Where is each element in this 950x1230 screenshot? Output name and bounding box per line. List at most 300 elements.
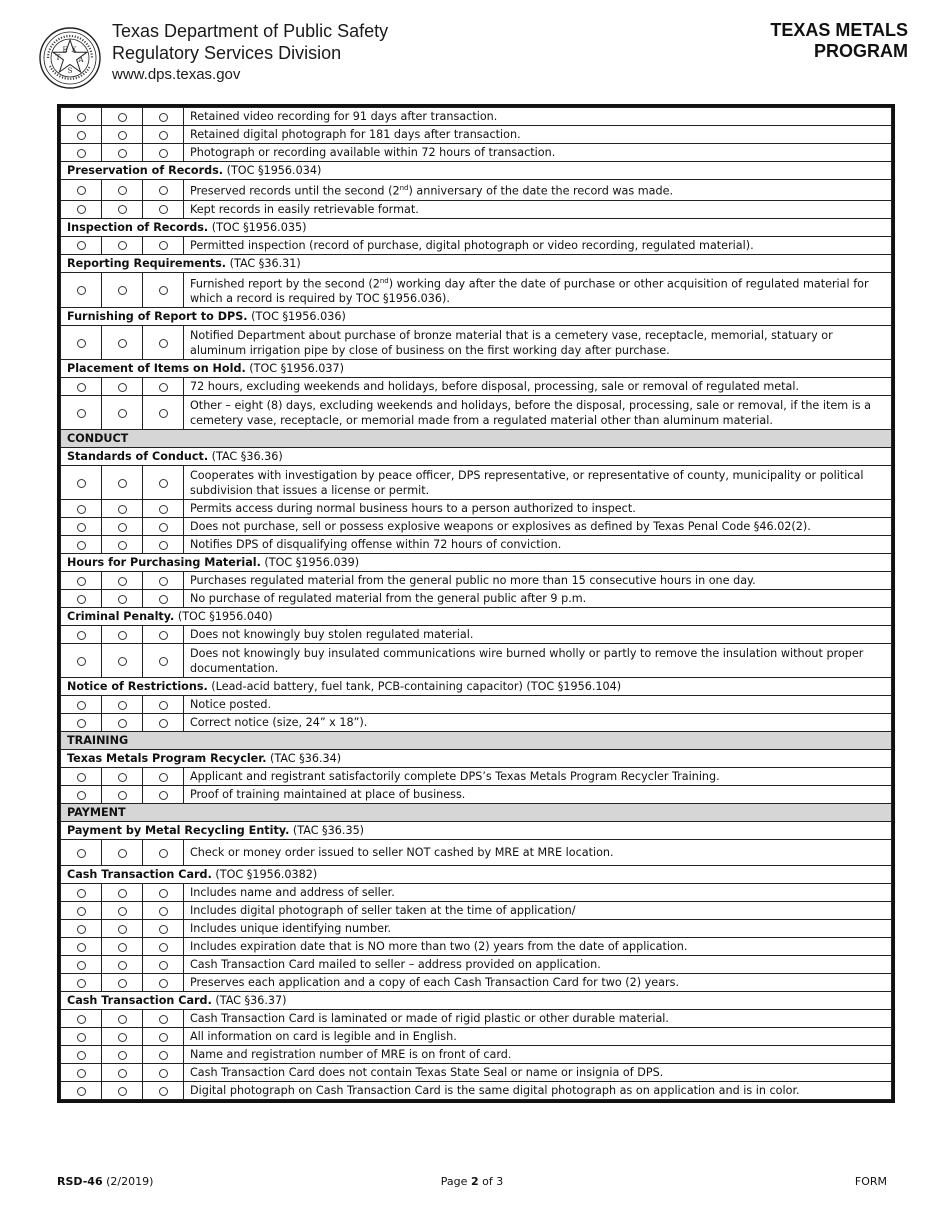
subsection-cell [61, 218, 892, 236]
radio-button-no[interactable] [118, 241, 127, 250]
subsection-cell [61, 162, 892, 180]
radio-cell-na [143, 956, 184, 974]
radio-button-yes[interactable] [77, 979, 86, 988]
radio-button-na[interactable] [159, 1087, 168, 1096]
radio-button-no[interactable] [118, 186, 127, 195]
radio-button-yes[interactable] [77, 701, 86, 710]
radio-button-na[interactable] [159, 631, 168, 640]
radio-button-yes[interactable] [77, 505, 86, 514]
checklist-item-row [61, 272, 892, 308]
radio-button-no[interactable] [118, 719, 127, 728]
radio-button-yes[interactable] [77, 523, 86, 532]
radio-cell-no [102, 108, 143, 126]
checklist-item-text: Cash Transaction Card mailed to seller – address provided on application. [184, 956, 892, 974]
radio-cell-na [143, 378, 184, 396]
checklist-item-row [61, 920, 892, 938]
radio-cell-yes [61, 920, 102, 938]
radio-cell-na [143, 200, 184, 218]
radio-button-na[interactable] [159, 1033, 168, 1042]
checklist-item-row [61, 1046, 892, 1064]
radio-cell-na [143, 786, 184, 804]
radio-button-na[interactable] [159, 1015, 168, 1024]
radio-button-yes[interactable] [77, 339, 86, 348]
radio-button-no[interactable] [118, 791, 127, 800]
checklist-item-text: Permits access during normal business hours to a person authorized to inspect. [184, 500, 892, 518]
radio-button-yes[interactable] [77, 131, 86, 140]
radio-button-na[interactable] [159, 1069, 168, 1078]
radio-cell-no [102, 696, 143, 714]
radio-cell-na [143, 1010, 184, 1028]
radio-button-no[interactable] [118, 113, 127, 122]
radio-cell-no [102, 884, 143, 902]
radio-cell-no [102, 200, 143, 218]
checklist-item-text: Notice posted. [184, 696, 892, 714]
checklist-item-text: Photograph or recording available within 72 hours of transaction. [184, 144, 892, 162]
subsection-cell [61, 254, 892, 272]
radio-button-yes[interactable] [77, 961, 86, 970]
section-header-row [61, 732, 892, 750]
radio-cell-yes [61, 696, 102, 714]
radio-cell-na [143, 884, 184, 902]
radio-button-yes[interactable] [77, 1069, 86, 1078]
radio-cell-yes [61, 518, 102, 536]
radio-button-na[interactable] [159, 773, 168, 782]
radio-cell-na [143, 1082, 184, 1100]
checklist-rows [61, 108, 892, 1100]
radio-cell-yes [61, 786, 102, 804]
radio-button-na[interactable] [159, 577, 168, 586]
radio-cell-no [102, 126, 143, 144]
radio-button-yes[interactable] [77, 205, 86, 214]
radio-button-yes[interactable] [77, 1051, 86, 1060]
radio-button-na[interactable] [159, 979, 168, 988]
radio-cell-yes [61, 974, 102, 992]
radio-button-no[interactable] [118, 1015, 127, 1024]
checklist-item-text: Does not knowingly buy insulated communications wire burned wholly or partly to remove the insulation without proper documentation. [184, 644, 892, 678]
checklist-item-row [61, 1082, 892, 1100]
radio-button-na[interactable] [159, 149, 168, 158]
subsection-title: Texas Metals Program Recycler. [67, 752, 267, 766]
radio-button-no[interactable] [118, 409, 127, 418]
checklist-item-text [184, 272, 892, 308]
radio-cell-no [102, 272, 143, 308]
subsection-title: Cash Transaction Card. [67, 994, 212, 1008]
radio-button-yes[interactable] [77, 849, 86, 858]
radio-cell-no [102, 396, 143, 430]
radio-button-na[interactable] [159, 131, 168, 140]
radio-button-yes[interactable] [77, 241, 86, 250]
checklist-item-row [61, 518, 892, 536]
radio-cell-yes [61, 1082, 102, 1100]
radio-cell-yes [61, 1028, 102, 1046]
radio-button-no[interactable] [118, 1051, 127, 1060]
checklist-item-row [61, 1010, 892, 1028]
radio-button-na[interactable] [159, 791, 168, 800]
radio-button-na[interactable] [159, 719, 168, 728]
subsection-cell [61, 360, 892, 378]
seal-letter-s: S [67, 67, 73, 75]
radio-cell-na [143, 572, 184, 590]
radio-button-no[interactable] [118, 979, 127, 988]
checklist-item-text: Includes unique identifying number. [184, 920, 892, 938]
page-header [38, 18, 908, 90]
section-header-row [61, 804, 892, 822]
dps-seal-icon [38, 26, 102, 90]
radio-button-na[interactable] [159, 205, 168, 214]
agency-website: www.dps.texas.gov [112, 66, 241, 83]
subsection-reference: (TOC §1956.034) [226, 164, 322, 177]
radio-button-no[interactable] [118, 541, 127, 550]
subsection-cell [61, 822, 892, 840]
radio-button-yes[interactable] [77, 791, 86, 800]
subsection-reference: (TAC §36.31) [229, 256, 301, 270]
radio-button-na[interactable] [159, 541, 168, 550]
checklist-item-text: Other – eight (8) days, excluding weekends and holidays, before the disposal, processing, sale or removal, if the item is a cemetery vase, receptacle, or memorial made from a regulated material other than aluminum material. [184, 396, 892, 430]
form-date: (2/2019) [106, 1175, 154, 1188]
radio-cell-no [102, 1010, 143, 1028]
checklist-item-row [61, 572, 892, 590]
page-prefix: Page [440, 1175, 468, 1188]
checklist-item-row [61, 126, 892, 144]
radio-button-yes[interactable] [77, 409, 86, 418]
subsection-row [61, 308, 892, 326]
subsection-title: Furnishing of Report to DPS. [67, 310, 248, 324]
radio-cell-yes [61, 236, 102, 254]
checklist-item-text: Check or money order issued to seller NOT cashed by MRE at MRE location. [184, 840, 892, 866]
checklist-item-row [61, 956, 892, 974]
radio-cell-yes [61, 1010, 102, 1028]
checklist-item-text: Does not knowingly buy stolen regulated material. [184, 626, 892, 644]
item-text-part: Furnished report by the second (2 [190, 277, 380, 291]
radio-button-na[interactable] [159, 849, 168, 858]
radio-button-na[interactable] [159, 479, 168, 488]
checklist-item-text: 72 hours, excluding weekends and holidays, before disposal, processing, sale or removal of regulated metal. [184, 378, 892, 396]
subsection-row [61, 678, 892, 696]
checklist-table [60, 107, 892, 1100]
radio-cell-no [102, 180, 143, 201]
radio-cell-yes [61, 200, 102, 218]
program-title-line2: PROGRAM [814, 41, 908, 61]
radio-cell-no [102, 786, 143, 804]
radio-button-no[interactable] [118, 961, 127, 970]
radio-cell-na [143, 938, 184, 956]
subsection-row [61, 750, 892, 768]
radio-button-no[interactable] [118, 577, 127, 586]
radio-button-no[interactable] [118, 479, 127, 488]
radio-cell-yes [61, 326, 102, 360]
radio-button-na[interactable] [159, 186, 168, 195]
radio-button-no[interactable] [118, 523, 127, 532]
radio-cell-yes [61, 272, 102, 308]
subsection-reference: (TOC §1956.0382) [215, 868, 318, 882]
radio-cell-na [143, 466, 184, 500]
radio-button-no[interactable] [118, 286, 127, 295]
radio-cell-no [102, 840, 143, 866]
radio-button-yes[interactable] [77, 1033, 86, 1042]
radio-button-yes[interactable] [77, 286, 86, 295]
page-total: 3 [496, 1175, 504, 1188]
radio-cell-no [102, 572, 143, 590]
radio-cell-yes [61, 572, 102, 590]
checklist-item-text: Includes digital photograph of seller taken at the time of application/ [184, 902, 892, 920]
radio-cell-yes [61, 902, 102, 920]
checklist-item-text: No purchase of regulated material from the general public after 9 p.m. [184, 590, 892, 608]
radio-button-no[interactable] [118, 149, 127, 158]
radio-cell-yes [61, 396, 102, 430]
section-title: CONDUCT [61, 430, 892, 448]
radio-button-na[interactable] [159, 1051, 168, 1060]
radio-cell-no [102, 1028, 143, 1046]
radio-cell-no [102, 920, 143, 938]
page-footer [57, 1175, 887, 1191]
radio-cell-no [102, 644, 143, 678]
radio-cell-no [102, 1082, 143, 1100]
subsection-title: Hours for Purchasing Material. [67, 556, 261, 570]
program-title [708, 20, 908, 62]
radio-button-no[interactable] [118, 505, 127, 514]
radio-button-no[interactable] [118, 657, 127, 666]
radio-button-no[interactable] [118, 943, 127, 952]
checklist-item-text: Includes expiration date that is NO more than two (2) years from the date of application. [184, 938, 892, 956]
radio-button-na[interactable] [159, 889, 168, 898]
subsection-reference: (TAC §36.35) [292, 824, 365, 838]
radio-cell-no [102, 466, 143, 500]
radio-button-na[interactable] [159, 701, 168, 710]
checklist-item-text: Digital photograph on Cash Transaction Card is the same digital photograph as on application and is in color. [184, 1082, 892, 1100]
subsection-row [61, 162, 892, 180]
seal-letter-t: T [55, 54, 61, 62]
subsection-cell [61, 554, 892, 572]
radio-cell-yes [61, 180, 102, 201]
checklist-item-row [61, 714, 892, 732]
subsection-row [61, 608, 892, 626]
checklist-item-row [61, 902, 892, 920]
radio-button-na[interactable] [159, 907, 168, 916]
subsection-reference: (Lead-acid battery, fuel tank, PCB-containing capacitor) (TOC §1956.104) [211, 680, 622, 694]
subsection-cell [61, 308, 892, 326]
checklist-item-text: Cash Transaction Card does not contain Texas State Seal or name or insignia of DPS. [184, 1064, 892, 1082]
radio-button-yes[interactable] [77, 657, 86, 666]
radio-cell-yes [61, 626, 102, 644]
radio-cell-na [143, 500, 184, 518]
radio-button-yes[interactable] [77, 383, 86, 392]
radio-button-na[interactable] [159, 241, 168, 250]
radio-cell-yes [61, 466, 102, 500]
radio-button-na[interactable] [159, 657, 168, 666]
radio-button-no[interactable] [118, 849, 127, 858]
radio-cell-na [143, 1064, 184, 1082]
radio-cell-yes [61, 378, 102, 396]
radio-cell-no [102, 1046, 143, 1064]
page-of: of [482, 1175, 493, 1188]
checklist-item-text: Correct notice (size, 24” x 18”). [184, 714, 892, 732]
radio-cell-na [143, 126, 184, 144]
subsection-title: Cash Transaction Card. [67, 868, 212, 882]
checklist-item-text [184, 180, 892, 201]
radio-cell-yes [61, 644, 102, 678]
radio-button-no[interactable] [118, 925, 127, 934]
checklist-item-row [61, 768, 892, 786]
radio-cell-yes [61, 956, 102, 974]
radio-cell-na [143, 768, 184, 786]
checklist-item-row [61, 626, 892, 644]
checklist-item-text: Cash Transaction Card is laminated or made of rigid plastic or other durable material. [184, 1010, 892, 1028]
radio-button-yes[interactable] [77, 773, 86, 782]
radio-cell-no [102, 626, 143, 644]
subsection-reference: (TOC §1956.037) [249, 362, 344, 376]
radio-button-no[interactable] [118, 131, 127, 140]
subsection-row [61, 448, 892, 466]
radio-cell-no [102, 518, 143, 536]
checklist-table-frame [57, 104, 895, 1103]
radio-cell-na [143, 590, 184, 608]
radio-button-yes[interactable] [77, 149, 86, 158]
radio-button-no[interactable] [118, 1069, 127, 1078]
radio-button-yes[interactable] [77, 541, 86, 550]
radio-cell-yes [61, 714, 102, 732]
radio-button-na[interactable] [159, 339, 168, 348]
radio-button-no[interactable] [118, 383, 127, 392]
radio-cell-no [102, 974, 143, 992]
radio-cell-yes [61, 536, 102, 554]
section-title: PAYMENT [61, 804, 892, 822]
radio-cell-na [143, 536, 184, 554]
checklist-item-row [61, 786, 892, 804]
radio-button-yes[interactable] [77, 1015, 86, 1024]
subsection-reference: (TAC §36.34) [270, 752, 342, 766]
checklist-item-text: Does not purchase, sell or possess explosive weapons or explosives as defined by Texas Penal Code §46.02(2). [184, 518, 892, 536]
radio-button-yes[interactable] [77, 907, 86, 916]
ordinal-superscript: nd [399, 184, 409, 192]
radio-button-na[interactable] [159, 943, 168, 952]
radio-button-na[interactable] [159, 523, 168, 532]
checklist-item-text: Notified Department about purchase of bronze material that is a cemetery vase, receptacle, memorial, statuary or aluminum irrigation pipe by close of business on the first working day after purchase. [184, 326, 892, 360]
radio-cell-na [143, 108, 184, 126]
subsection-cell [61, 750, 892, 768]
radio-cell-na [143, 974, 184, 992]
radio-button-yes[interactable] [77, 595, 86, 604]
radio-button-na[interactable] [159, 961, 168, 970]
checklist-item-text: Purchases regulated material from the general public no more than 15 consecutive hours in one day. [184, 572, 892, 590]
checklist-item-row [61, 884, 892, 902]
radio-cell-na [143, 272, 184, 308]
radio-button-yes[interactable] [77, 631, 86, 640]
radio-button-no[interactable] [118, 595, 127, 604]
radio-button-no[interactable] [118, 889, 127, 898]
radio-cell-na [143, 1046, 184, 1064]
seal-letter-e: E [62, 46, 68, 54]
radio-button-no[interactable] [118, 701, 127, 710]
checklist-item-row [61, 378, 892, 396]
radio-cell-no [102, 378, 143, 396]
subsection-row [61, 554, 892, 572]
subsection-title: Inspection of Records. [67, 220, 209, 234]
ordinal-superscript: nd [379, 276, 389, 285]
checklist-item-row [61, 644, 892, 678]
program-title-line1: TEXAS METALS [770, 20, 908, 40]
radio-cell-na [143, 644, 184, 678]
item-text-part: ) working day after the date of purchase or other acquisition of regulated material for which a record is required by TOC §1956.036). [190, 277, 869, 306]
radio-button-na[interactable] [159, 409, 168, 418]
checklist-item-text: Preserves each application and a copy of each Cash Transaction Card for two (2) years. [184, 974, 892, 992]
subsection-reference: (TAC §36.36) [211, 450, 283, 464]
subsection-cell [61, 448, 892, 466]
radio-cell-na [143, 236, 184, 254]
radio-cell-yes [61, 144, 102, 162]
radio-button-no[interactable] [118, 205, 127, 214]
subsection-reference: (TOC §1956.035) [211, 220, 307, 234]
subsection-row [61, 218, 892, 236]
radio-button-yes[interactable] [77, 889, 86, 898]
subsection-row [61, 992, 892, 1010]
radio-cell-no [102, 500, 143, 518]
radio-cell-na [143, 696, 184, 714]
radio-button-na[interactable] [159, 113, 168, 122]
radio-button-no[interactable] [118, 631, 127, 640]
checklist-item-row [61, 236, 892, 254]
page-indicator [57, 1175, 887, 1188]
radio-cell-yes [61, 108, 102, 126]
form-label: FORM [854, 1175, 887, 1188]
seal-letter-a: A [78, 56, 84, 64]
checklist-item-text: Proof of training maintained at place of business. [184, 786, 892, 804]
radio-cell-na [143, 144, 184, 162]
item-text-part: Preserved records until the second (2 [190, 184, 400, 198]
radio-button-yes[interactable] [77, 925, 86, 934]
checklist-item-text: Retained video recording for 91 days after transaction. [184, 108, 892, 126]
radio-cell-na [143, 326, 184, 360]
radio-button-yes[interactable] [77, 1087, 86, 1096]
radio-button-na[interactable] [159, 286, 168, 295]
radio-cell-no [102, 144, 143, 162]
radio-button-yes[interactable] [77, 577, 86, 586]
checklist-item-row [61, 200, 892, 218]
seal-letter-x: X [71, 46, 77, 54]
radio-button-no[interactable] [118, 907, 127, 916]
radio-button-yes[interactable] [77, 186, 86, 195]
radio-button-na[interactable] [159, 383, 168, 392]
checklist-item-text: Applicant and registrant satisfactorily complete DPS’s Texas Metals Program Recycler Training. [184, 768, 892, 786]
radio-button-na[interactable] [159, 925, 168, 934]
subsection-cell [61, 992, 892, 1010]
radio-button-yes[interactable] [77, 479, 86, 488]
division-name: Regulatory Services Division [112, 43, 342, 63]
radio-button-yes[interactable] [77, 719, 86, 728]
radio-button-na[interactable] [159, 595, 168, 604]
radio-button-na[interactable] [159, 505, 168, 514]
radio-cell-no [102, 590, 143, 608]
radio-button-no[interactable] [118, 1087, 127, 1096]
radio-button-no[interactable] [118, 773, 127, 782]
checklist-item-row [61, 536, 892, 554]
radio-button-yes[interactable] [77, 113, 86, 122]
section-title: TRAINING [61, 732, 892, 750]
checklist-item-text: Retained digital photograph for 181 days after transaction. [184, 126, 892, 144]
subsection-title: Notice of Restrictions. [67, 680, 208, 694]
radio-cell-yes [61, 500, 102, 518]
checklist-item-text: Name and registration number of MRE is on front of card. [184, 1046, 892, 1064]
page-current: 2 [470, 1175, 479, 1188]
subsection-title: Payment by Metal Recycling Entity. [67, 824, 290, 838]
radio-button-no[interactable] [118, 1033, 127, 1042]
radio-button-yes[interactable] [77, 943, 86, 952]
subsection-title: Criminal Penalty. [67, 610, 175, 624]
checklist-item-row [61, 180, 892, 201]
subsection-title: Preservation of Records. [67, 164, 224, 177]
radio-button-no[interactable] [118, 339, 127, 348]
checklist-item-row [61, 466, 892, 500]
checklist-item-row [61, 108, 892, 126]
